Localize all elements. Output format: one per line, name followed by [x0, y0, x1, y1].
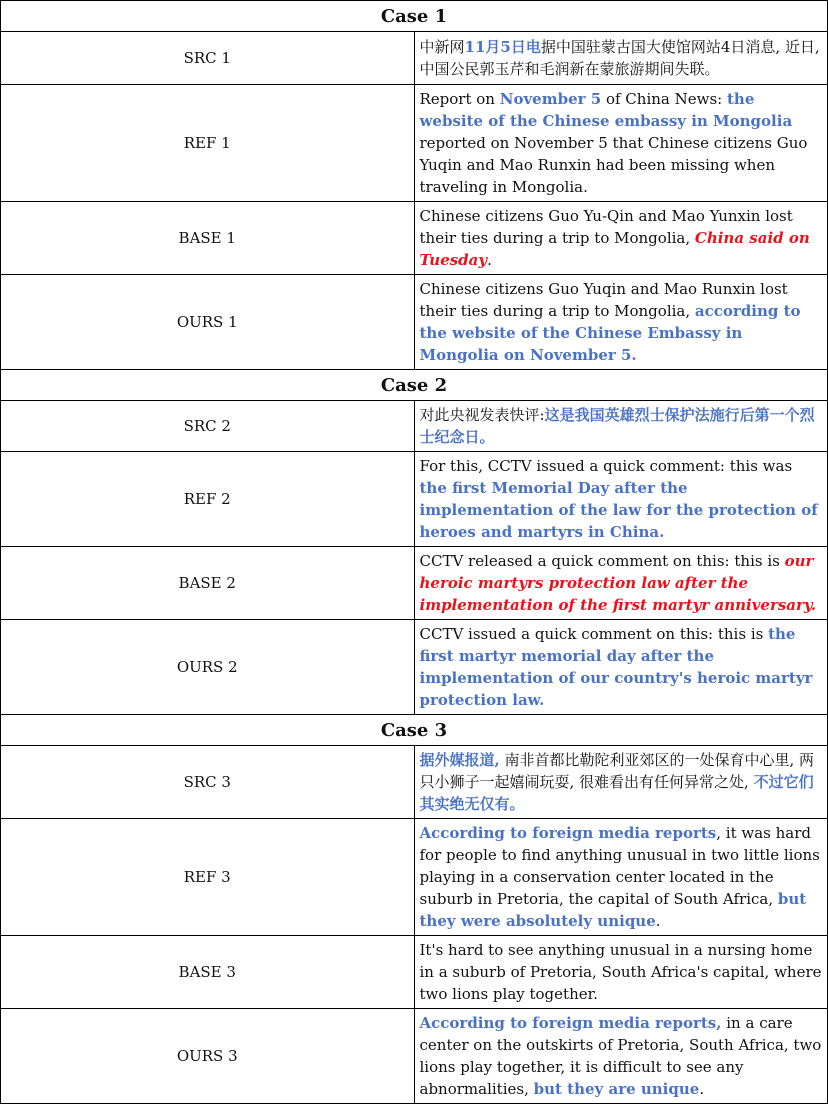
text-segment: Chinese citizens Guo Yu-Qin and Mao Yunxin lost their ties during a trip to Mongolia,	[419, 207, 793, 247]
row-label: REF 2	[1, 452, 415, 547]
row-label: SRC 3	[1, 746, 415, 819]
text-segment: 对此央视发表快评:	[419, 406, 545, 424]
row-label: BASE 1	[1, 202, 415, 275]
table-row	[1, 819, 828, 936]
row-text	[414, 32, 828, 85]
row-text	[414, 85, 828, 202]
row-label: OURS 3	[1, 1009, 415, 1104]
highlight-correct: the first martyr memorial day after the implementation of our country's heroic martyr protection law.	[419, 625, 813, 709]
text-segment: 中新网	[419, 38, 465, 56]
text-segment: 南非首都比勒陀利亚郊区的一处保育中心里, 两只小狮子一起嬉闹玩耍, 很难看出有任何异常之处,	[419, 751, 815, 791]
case-title: Case 1	[1, 1, 828, 32]
table-row	[1, 1009, 828, 1104]
table-row	[1, 746, 828, 819]
row-label: REF 3	[1, 819, 415, 936]
table-row	[1, 452, 828, 547]
highlight-correct: according to the website of the Chinese Embassy in Mongolia on November 5.	[419, 302, 801, 364]
table-row	[1, 32, 828, 85]
row-text	[414, 936, 828, 1009]
table-body	[1, 1, 828, 1104]
text-segment: in a care center on the outskirts of Pretoria, South Africa, two lions play together, it is difficult to see any abnormalities,	[419, 1014, 822, 1098]
text-segment: Report on	[419, 90, 500, 108]
table-row	[1, 547, 828, 620]
row-label: SRC 1	[1, 32, 415, 85]
table-row	[1, 936, 828, 1009]
text-segment: reported on November 5 that Chinese citizens Guo Yuqin and Mao Runxin had been missing when traveling in Mongolia.	[419, 134, 808, 196]
row-text	[414, 452, 828, 547]
highlight-error: China said on Tuesday	[419, 229, 810, 269]
text-segment: It's hard to see anything unusual in a nursing home in a suburb of Pretoria, South Africa's capital, where two lions play together.	[419, 941, 822, 1003]
row-text	[414, 819, 828, 936]
highlight-correct: According to foreign media reports	[419, 824, 717, 842]
row-text	[414, 746, 828, 819]
row-label: OURS 1	[1, 275, 415, 370]
text-segment: 据中国驻蒙古国大使馆网站4日消息, 近日, 中国公民郭玉芹和毛润新在蒙旅游期间失联。	[419, 38, 820, 78]
text-segment: .	[655, 912, 661, 930]
case-header-row	[1, 715, 828, 746]
row-text	[414, 401, 828, 452]
case-title: Case 3	[1, 715, 828, 746]
text-segment: .	[487, 251, 492, 269]
highlight-error: our heroic martyrs protection law after the implementation of the first martyr anniversary.	[419, 552, 817, 614]
table-row	[1, 275, 828, 370]
highlight-correct: but they are unique	[533, 1080, 700, 1098]
text-segment: of China News:	[601, 90, 727, 108]
highlight-correct: 据外媒报道,	[419, 751, 500, 769]
highlight-correct: 11月5日电	[464, 38, 541, 56]
text-segment: CCTV released a quick comment on this: this is	[419, 552, 785, 570]
row-label: SRC 2	[1, 401, 415, 452]
row-text	[414, 202, 828, 275]
case-title: Case 2	[1, 370, 828, 401]
highlight-correct: the website of the Chinese embassy in Mongolia	[419, 90, 793, 130]
row-label: BASE 2	[1, 547, 415, 620]
highlight-correct: the first Memorial Day after the implementation of the law for the protection of heroes and martyrs in China.	[419, 479, 818, 541]
highlight-correct: 不过它们其实绝无仅有。	[419, 773, 814, 813]
highlight-correct: 这是我国英雄烈士保护法施行后第一个烈士纪念日。	[419, 406, 815, 446]
highlight-correct: According to foreign media reports,	[419, 1014, 722, 1032]
row-text	[414, 547, 828, 620]
text-segment: .	[699, 1080, 705, 1098]
row-text	[414, 275, 828, 370]
case-header-row	[1, 1, 828, 32]
table-row	[1, 202, 828, 275]
case-header-row	[1, 370, 828, 401]
text-segment: , it was hard for people to find anything unusual in two little lions playing in a conservation center located in the suburb in Pretoria, the capital of South Africa,	[419, 824, 820, 908]
row-label: OURS 2	[1, 620, 415, 715]
highlight-correct: November 5	[499, 90, 602, 108]
text-segment: For this, CCTV issued a quick comment: this was	[419, 457, 793, 475]
table-row	[1, 401, 828, 452]
text-segment: CCTV issued a quick comment on this: this is	[419, 625, 769, 643]
table-row	[1, 85, 828, 202]
row-label: BASE 3	[1, 936, 415, 1009]
table-row	[1, 620, 828, 715]
row-label: REF 1	[1, 85, 415, 202]
row-text	[414, 620, 828, 715]
row-text	[414, 1009, 828, 1104]
highlight-correct: but they were absolutely unique	[419, 890, 807, 930]
text-segment: Chinese citizens Guo Yuqin and Mao Runxin lost their ties during a trip to Mongolia,	[419, 280, 788, 320]
